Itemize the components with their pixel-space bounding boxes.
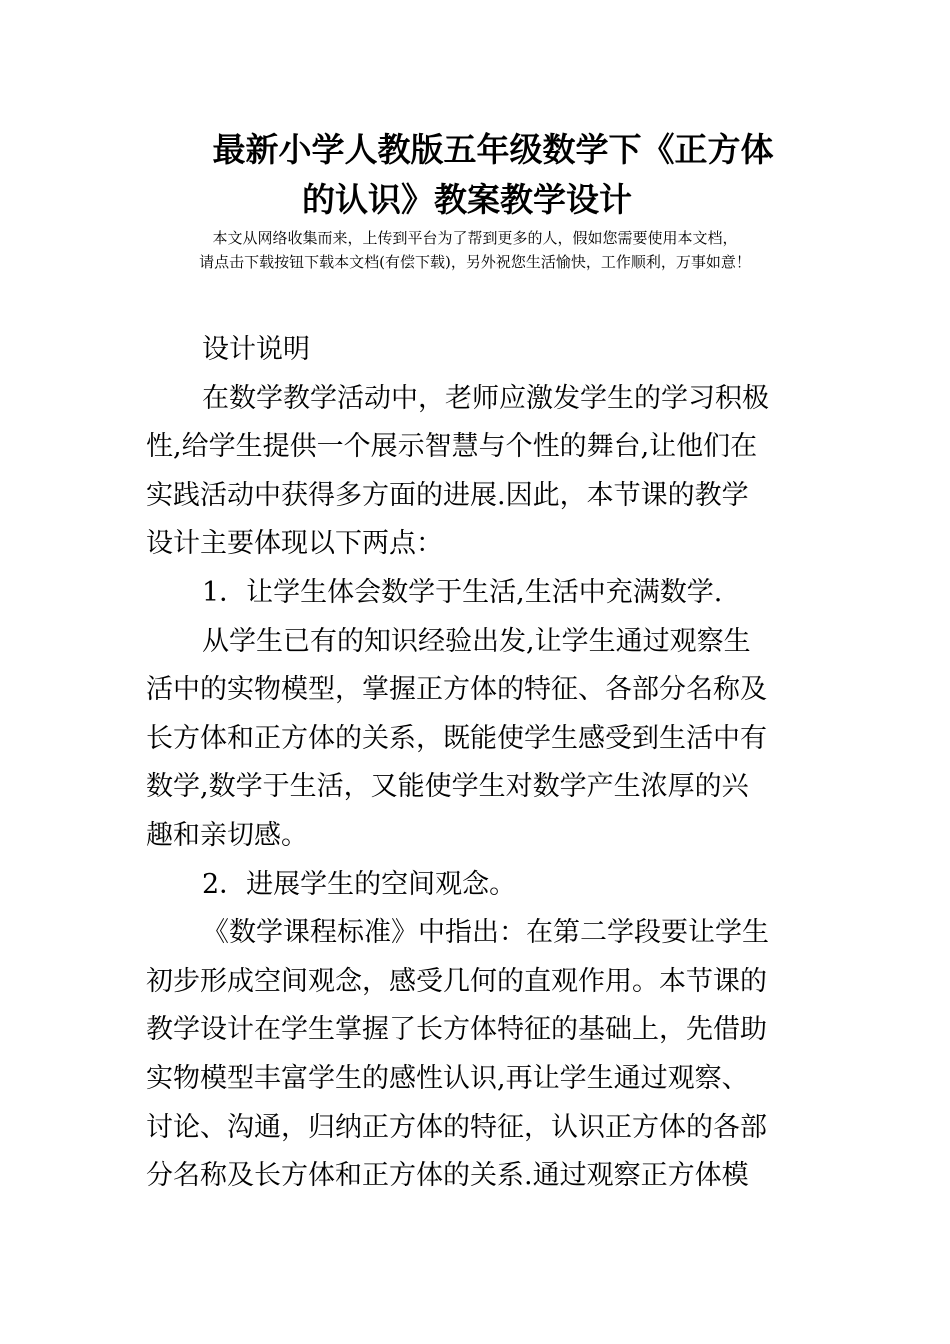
paragraph-line: 讨论、沟通，归纳正方体的特征，认识正方体的各部 xyxy=(146,1111,767,1143)
document-title-line-2: 的认识》教案教学设计 xyxy=(302,180,632,219)
document-body xyxy=(146,326,806,1201)
paragraph-line: 从学生已有的知识经验出发,让学生通过观察生 xyxy=(202,625,751,657)
paragraph-line: 在数学教学活动中，老师应激发学生的学习积极 xyxy=(202,382,769,414)
section-heading-design-notes: 设计说明 xyxy=(202,334,310,365)
document-title-line-1: 最新小学人教版五年级数学下《正方体 xyxy=(212,130,774,169)
numbered-point-1: 1．让学生体会数学于生活,生活中充满数学. xyxy=(202,576,723,608)
paragraph-line: 《数学课程标准》中指出：在第二学段要让学生 xyxy=(202,917,769,949)
download-notice-line-1: 本文从网络收集而来，上传到平台为了帮到更多的人，假如您需要使用本文档， xyxy=(212,229,738,247)
paragraph-line: 长方体和正方体的关系，既能使学生感受到生活中有 xyxy=(146,722,767,754)
paragraph-line: 数学,数学于生活，又能使学生对数学产生浓厚的兴 xyxy=(146,771,749,803)
paragraph-line: 实物模型丰富学生的感性认识,再让学生通过观察、 xyxy=(146,1062,749,1094)
paragraph-line: 设计主要体现以下两点： xyxy=(146,528,443,560)
paragraph-line: 活中的实物模型，掌握正方体的特征、各部分名称及 xyxy=(146,674,767,706)
numbered-point-2: 2．进展学生的空间观念。 xyxy=(202,868,517,900)
paragraph-line: 性,给学生提供一个展示智慧与个性的舞台,让他们在 xyxy=(146,431,758,463)
download-notice-line-2: 请点击下载按钮下载本文档(有偿下载)，另外祝您生活愉快，工作顺利，万事如意！ xyxy=(199,253,751,271)
paragraph-line: 初步形成空间观念，感受几何的直观作用。本节课的 xyxy=(146,965,767,997)
paragraph-line: 趣和亲切感。 xyxy=(146,819,308,851)
paragraph-line: 教学设计在学生掌握了长方体特征的基础上，先借助 xyxy=(146,1014,767,1046)
paragraph-line: 分名称及长方体和正方体的关系.通过观察正方体模 xyxy=(146,1160,749,1192)
paragraph-line: 实践活动中获得多方面的进展.因此，本节课的教学 xyxy=(146,479,749,511)
